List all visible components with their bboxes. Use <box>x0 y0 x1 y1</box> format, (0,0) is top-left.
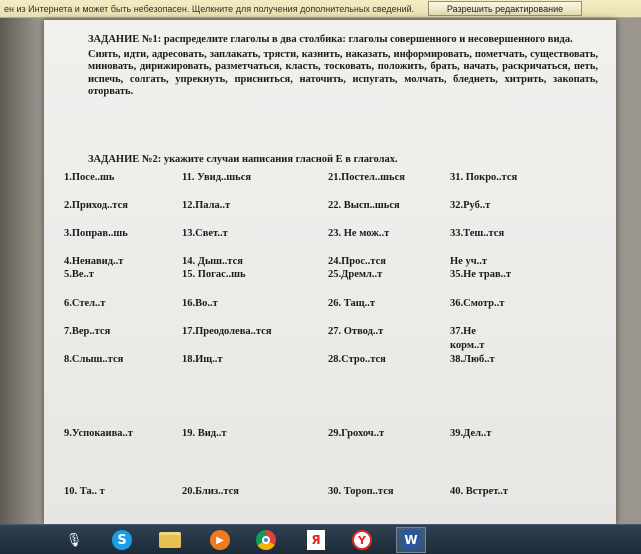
microphone-icon[interactable]: 🎙 <box>65 532 83 548</box>
exercise-item: 10. Та.. т <box>64 486 105 497</box>
exercise-item: 28.Стро..тся <box>328 354 386 365</box>
exercise-item: 21.Постел..шься <box>328 172 405 183</box>
exercise-item: 31. Покро..тся <box>450 172 518 183</box>
exercise-item: 3.Поправ..шь <box>64 228 128 239</box>
exercise-item: 8.Слыш..тся <box>64 354 124 365</box>
exercise-item: 9.Успокаива..т <box>64 428 133 439</box>
document-area <box>0 18 641 524</box>
skype-icon[interactable] <box>110 529 134 551</box>
exercise-item: 11. Увид..шься <box>182 172 252 183</box>
chrome-logo <box>256 530 276 550</box>
exercise-item: 26. Тащ..т <box>328 298 376 309</box>
task1-verb-list: Сиять, идти, адресовать, заплакать, трясти, казнить, наказать, информировать, пометчать, существовать, миновать, дирижировать, разметчаться, класть, тосковать, положить, брать, начать, раскричаться, петь, испечь, солгать, упрекнуть, присниться, наточить, испугать, молчать, бледнеть, хитрить, закопать, оторвать. <box>88 48 598 97</box>
media-player-logo: ▶ <box>210 530 230 550</box>
media-player-icon[interactable] <box>208 529 232 551</box>
exercise-item: 16.Во..т <box>182 298 218 309</box>
exercise-item: 37.Не <box>450 326 476 337</box>
skype-logo: S <box>112 530 132 550</box>
yandex-icon[interactable] <box>304 529 328 551</box>
exercise-item: 32.Руб..т <box>450 200 491 211</box>
exercise-item: 30. Тороп..тся <box>328 486 394 497</box>
exercise-item: 2.Приход..тся <box>64 200 128 211</box>
task1-heading: ЗАДАНИЕ №1: распределите глаголы в два столбика: глаголы совершенного и несовершенного вида. <box>88 34 573 45</box>
file-explorer-icon[interactable] <box>158 529 182 551</box>
exercise-item: Не уч..т <box>450 256 488 267</box>
exercise-item: 15. Погас..шь <box>182 269 246 280</box>
exercise-item: 6.Стел..т <box>64 298 106 309</box>
exercise-item: 20.Близ..тся <box>182 486 239 497</box>
exercise-item: 33.Теш..тся <box>450 228 505 239</box>
yandex-browser-logo: Y <box>352 530 372 550</box>
exercise-item: 23. Не мож..т <box>328 228 390 239</box>
exercise-item: 12.Пала..т <box>182 200 231 211</box>
exercise-item: 14. Дыш..тся <box>182 256 243 267</box>
exercise-item: корм..т <box>450 340 485 351</box>
exercise-item: 29.Грохоч..т <box>328 428 385 439</box>
exercise-item: 36.Смотр..т <box>450 298 505 309</box>
yandex-browser-icon[interactable] <box>350 529 374 551</box>
exercise-item: 40. Встрет..т <box>450 486 508 497</box>
enable-editing-button[interactable]: Разрешить редактирование <box>428 1 582 16</box>
yandex-logo: Я <box>307 530 325 550</box>
exercise-item: 17.Преодолева..тся <box>182 326 272 337</box>
taskbar <box>0 524 641 554</box>
task2-heading: ЗАДАНИЕ №2: укажите случаи написания гласной Е в глаголах. <box>88 154 398 165</box>
task1-block <box>88 34 598 99</box>
word-icon[interactable] <box>396 527 426 553</box>
protected-view-bar <box>0 0 641 18</box>
word-logo: W <box>401 530 421 550</box>
exercise-item: 19. Вид..т <box>182 428 227 439</box>
exercise-item: 24.Прос..тся <box>328 256 386 267</box>
exercise-item: 4.Ненавид..т <box>64 256 124 267</box>
exercise-item: 13.Свет..т <box>182 228 228 239</box>
document-page[interactable] <box>44 20 616 524</box>
exercise-item: 7.Вер..тся <box>64 326 111 337</box>
exercise-item: 35.Не трав..т <box>450 269 512 280</box>
exercise-item: 39.Дел..т <box>450 428 492 439</box>
chrome-icon[interactable] <box>254 529 278 551</box>
exercise-item: 25.Дремл..т <box>328 269 383 280</box>
exercise-item: 38.Люб..т <box>450 354 495 365</box>
folder-shape <box>159 532 181 548</box>
exercise-item: 5.Ве..т <box>64 269 94 280</box>
exercise-item: 1.Посе..шь <box>64 172 115 183</box>
exercise-item: 27. Отвод..т <box>328 326 384 337</box>
protected-view-message[interactable]: ен из Интернета и может быть небезопасен. Щелкните для получения дополнительных сведений. <box>4 3 414 14</box>
exercise-item: 18.Ищ..т <box>182 354 223 365</box>
exercise-item: 22. Высп..шься <box>328 200 400 211</box>
